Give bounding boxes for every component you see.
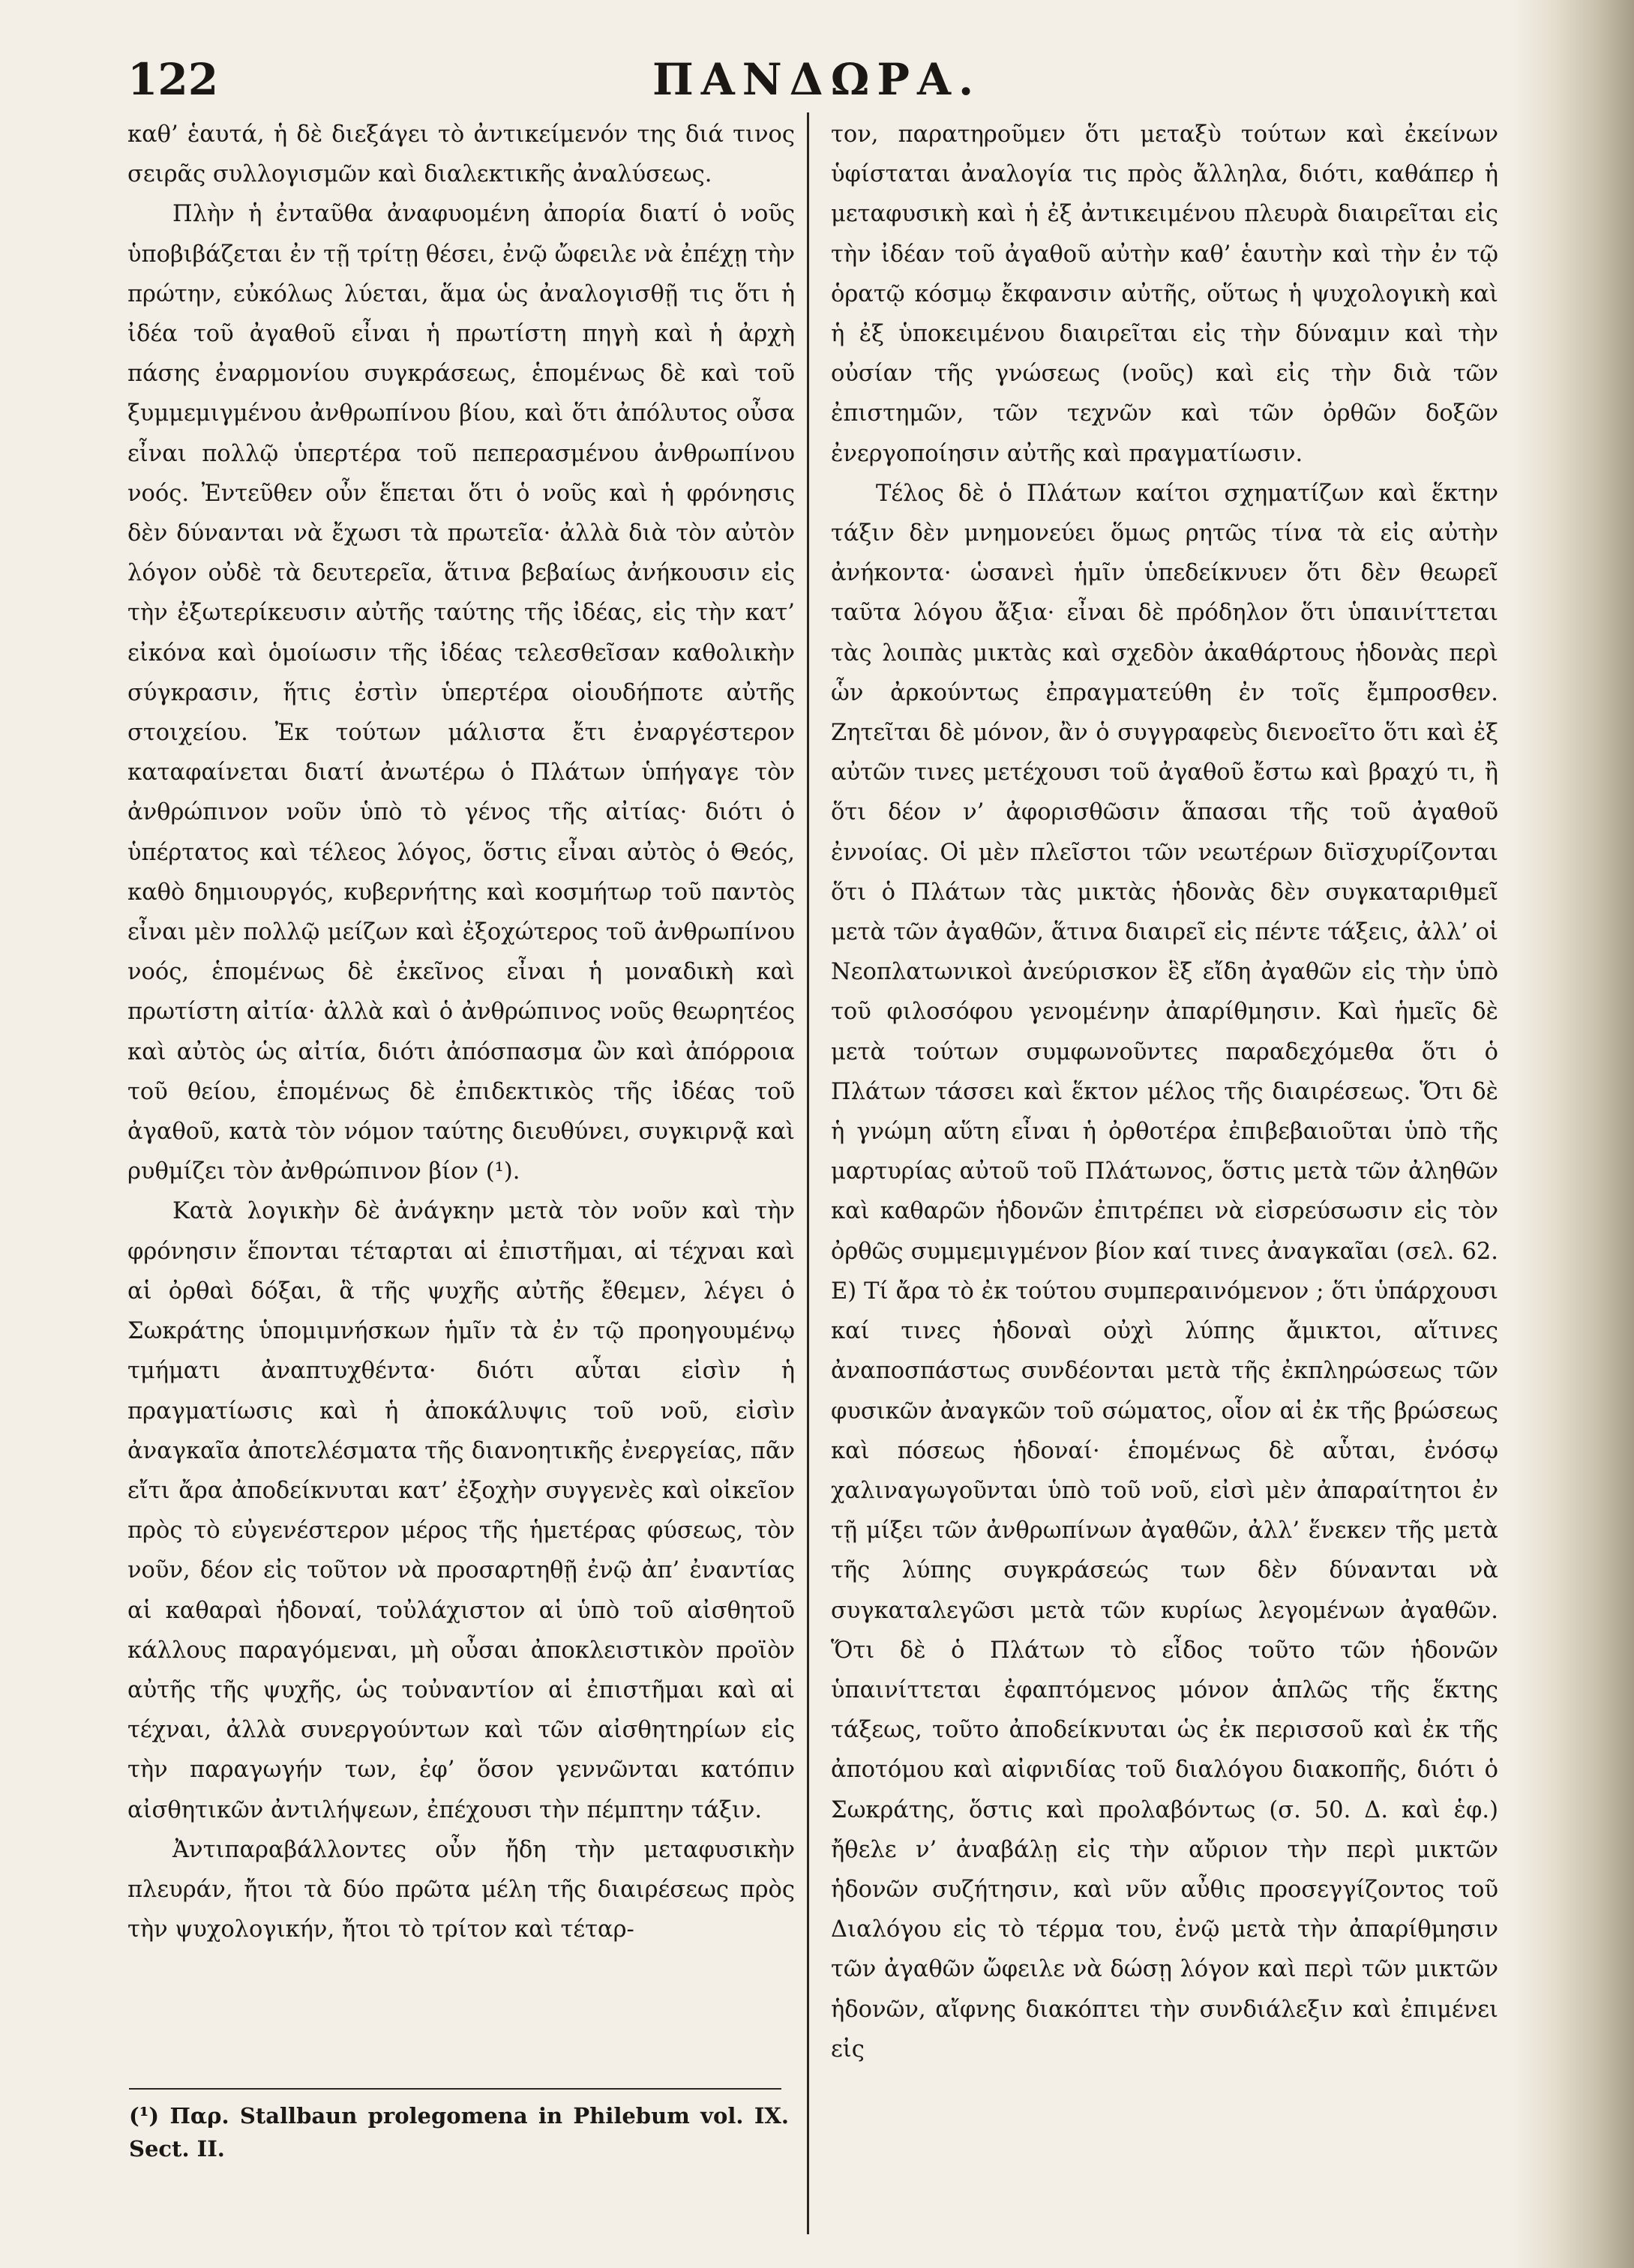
footnote: (¹) Παρ. Stallbaun prolegomena in Philebum vol. IX. Sect. II. <box>129 2103 789 2162</box>
right-column <box>831 115 1498 2069</box>
paragraph: τον, παρατηροῦμεν ὅτι μεταξὺ τούτων καὶ ἐκείνων ὑφίσταται ἀναλογία τις πρὸς ἄλληλα, διότι, καθάπερ ἡ μεταφυσικὴ καὶ ἡ ἐξ ἀντικειμένου πλευρὰ διαιρεῖται εἰς τὴν ἰδέαν τοῦ ἀγαθοῦ αὐτὴν καθ’ ἑαυτὴν καὶ τὴν ἐν τῷ ὁρατῷ κόσμῳ ἔκφανσιν αὐτῆς, οὕτως ἡ ψυχολογικὴ καὶ ἡ ἐξ ὑποκειμένου διαιρεῖται εἰς τὴν δύναμιν καὶ τὴν οὐσίαν τῆς γνώσεως (νοῦς) καὶ εἰς τὴν διὰ τῶν ἐπιστημῶν, τῶν τεχνῶν καὶ τῶν ὀρθῶν δοξῶν ἐνεργοποίησιν αὐτῆς καὶ πραγματίωσιν. <box>831 121 1498 467</box>
page-number: 122 <box>127 54 219 105</box>
footnote-divider <box>129 2088 781 2090</box>
paragraph: καθ’ ἑαυτά, ἡ δὲ διεξάγει τὸ ἀντικείμενόν της διά τινος σειρᾶς συλλογισμῶν καὶ διαλεκτικῆς ἀναλύσεως. <box>127 121 795 188</box>
paragraph: Ἀντιπαραβάλλοντες οὖν ἤδη τὴν μεταφυσικὴν πλευράν, ἤτοι τὰ δύο πρῶτα μέλη τῆς διαιρέσεως πρὸς τὴν ψυχολογικήν, ἤτοι τὸ τρίτον καὶ τέταρ- <box>127 1836 795 1943</box>
column-divider <box>807 112 809 2234</box>
paragraph: Τέλος δὲ ὁ Πλάτων καίτοι σχηματίζων καὶ ἕκτην τάξιν δὲν μνημονεύει ὅμως ρητῶς τίνα τὰ εἰς αὐτὴν ἀνήκοντα· ὡσανεὶ ἡμῖν ὑπεδείκνυεν ὅτι δὲν θεωρεῖ ταῦτα λόγου ἄξια· εἶναι δὲ πρόδηλον ὅτι ὑπαινίττεται τὰς λοιπὰς μικτὰς καὶ σχεδὸν ἀκαθάρτους ἡδονὰς περὶ ὧν ἀρκούντως ἐπραγματεύθη ἐν τοῖς ἔμπροσθεν. Ζητεῖται δὲ μόνον, ἂν ὁ συγγραφεὺς διενοεῖτο ὅτι καὶ ἐξ αὐτῶν τινες μετέχουσι τοῦ ἀγαθοῦ ἔστω καὶ βραχύ τι, ἢ ὅτι δέον ν’ ἀφορισθῶσιν ἅπασαι τῆς τοῦ ἀγαθοῦ ἐννοίας. Οἱ μὲν πλεῖστοι τῶν νεωτέρων διϊσχυρίζονται ὅτι ὁ Πλάτων τὰς μικτὰς ἡδονὰς δὲν συγκαταριθμεῖ μετὰ τῶν ἀγαθῶν, ἅτινα διαιρεῖ εἰς πέντε τάξεις, ἀλλ’ οἱ Νεοπλατωνικοὶ ἀνεύρισκον ἓξ εἴδη ἀγαθῶν εἰς τὴν ὑπὸ τοῦ φιλοσόφου γενομένην ἀπαρίθμησιν. Καὶ ἡμεῖς δὲ μετὰ τούτων συμφωνοῦντες παραδεχόμεθα ὅτι ὁ Πλάτων τάσσει καὶ ἕκτον μέλος τῆς διαιρέσεως. Ὅτι δὲ ἡ γνώμη αὕτη εἶναι ἡ ὀρθοτέρα ἐπιβεβαιοῦται ὑπὸ τῆς μαρτυρίας αὐτοῦ τοῦ Πλάτωνος, ὅστις μετὰ τῶν ἀληθῶν καὶ καθαρῶν ἡδονῶν ἐπιτρέπει νὰ εἰσρεύσωσιν εἰς τὸν ὀρθῶς συμμεμιγμένον βίον καί τινες ἀναγκαῖαι (σελ. 62. Ε) Τί ἄρα τὸ ἐκ τούτου συμπεραινόμενον ; ὅτι ὑπάρχουσι καί τινες ἡδοναὶ οὐχὶ λύπης ἄμικτοι, αἵτινες ἀναποσπάστως συνδέονται μετὰ τῆς ἐκπληρώσεως τῶν φυσικῶν ἀναγκῶν τοῦ σώματος, οἷον αἱ ἐκ τῆς βρώσεως καὶ πόσεως ἡδοναί· ἑπομένως δὲ αὗται, ἐνόσῳ χαλιναγωγοῦνται ὑπὸ τοῦ νοῦ, εἰσὶ μὲν ἀπαραίτητοι ἐν τῇ μίξει τῶν ἀνθρωπίνων ἀγαθῶν, ἀλλ’ ἕνεκεν τῆς μετὰ τῆς λύπης συγκράσεώς των δὲν δύνανται νὰ συγκαταλεγῶσι μετὰ τῶν κυρίως λεγομένων ἀγαθῶν. Ὅτι δὲ ὁ Πλάτων τὸ εἶδος τοῦτο τῶν ἡδονῶν ὑπαινίττεται ἐφαπτόμενος μόνον ἁπλῶς τῆς ἕκτης τάξεως, τοῦτο ἀποδείκνυται ὡς ἐκ περισσοῦ καὶ ἐκ τῆς ἀποτόμου καὶ αἰφνιδίας τοῦ διαλόγου διακοπῆς, διότι ὁ Σωκράτης, ὅστις καὶ προλαβόντως (σ. 50. Δ. καὶ ἑφ.) ἤθελε ν’ ἀναβάλῃ εἰς τὴν αὔριον τὴν περὶ μικτῶν ἡδονῶν συζήτησιν, καὶ νῦν αὖθις προσεγγίζοντος τοῦ Διαλόγου εἰς τὸ τέρμα του, ἐνῷ μετὰ τὴν ἀπαρίθμησιν τῶν ἀγαθῶν ὤφειλε νὰ δώσῃ λόγον καὶ περὶ τῶν μικτῶν ἡδονῶν, αἴφνης διακόπτει τὴν συνδιάλεξιν καὶ ἐπιμένει εἰς <box>831 480 1498 2063</box>
paragraph: Κατὰ λογικὴν δὲ ἀνάγκην μετὰ τὸν νοῦν καὶ τὴν φρόνησιν ἕπονται τέταρται αἱ ἐπιστῆμαι, αἱ τέχναι καὶ αἱ ὀρθαὶ δόξαι, ἃ τῆς ψυχῆς αὐτῆς ἔθεμεν, λέγει ὁ Σωκράτης ὑπομιμνήσκων ἡμῖν τὰ ἐν τῷ προηγουμένῳ τμήματι ἀναπτυχθέντα· διότι αὗται εἰσὶν ἡ πραγματίωσις καὶ ἡ ἀποκάλυψις τοῦ νοῦ, εἰσὶν ἀναγκαῖα ἀποτελέσματα τῆς διανοητικῆς ἐνεργείας, πᾶν εἴτι ἄρα ἀποδείκνυται κατ’ ἐξοχὴν συγγενὲς καὶ οἰκεῖον πρὸς τὸ εὐγενέστερον μέρος τῆς ἡμετέρας φύσεως, τὸν νοῦν, δέον εἰς τοῦτον νὰ προσαρτηθῇ ἐνῷ ἀπ’ ἐναντίας αἱ καθαραὶ ἡδοναί, τοὐλάχιστον αἱ ὑπὸ τοῦ αἰσθητοῦ κάλλους παραγόμεναι, μὴ οὖσαι ἀποκλειστικὸν προϊὸν αὐτῆς τῆς ψυχῆς, ὡς τοὐναντίον αἱ ἐπιστῆμαι καὶ αἱ τέχναι, ἀλλὰ συνεργούντων καὶ τῶν αἰσθητηρίων εἰς τὴν παραγωγήν των, ἐφ’ ὅσον γεννῶνται κατόπιν αἰσθητικῶν ἀντιλήψεων, ἐπέχουσι τὴν πέμπτην τάξιν. <box>127 1198 795 1823</box>
running-header <box>127 54 1485 106</box>
paragraph: Πλὴν ἡ ἐνταῦθα ἀναφυομένη ἀπορία διατί ὁ νοῦς ὑποβιβάζεται ἐν τῇ τρίτῃ θέσει, ἐνῷ ὤφειλε νὰ ἐπέχῃ τὴν πρώτην, εὐκόλως λύεται, ἅμα ὡς ἀναλογισθῇ τις ὅτι ἡ ἰδέα τοῦ ἀγαθοῦ εἶναι ἡ πρωτίστη πηγὴ καὶ ἡ ἀρχὴ πάσης ἐναρμονίου συγκράσεως, ἑπομένως δὲ καὶ τοῦ ξυμμεμιγμένου ἀνθρωπίνου βίου, καὶ ὅτι ἀπόλυτος οὖσα εἶναι πολλῷ ὑπερτέρα τοῦ πεπερασμένου ἀνθρωπίνου νοός. Ἐντεῦθεν οὖν ἕπεται ὅτι ὁ νοῦς καὶ ἡ φρόνησις δὲν δύνανται νὰ ἔχωσι τὰ πρωτεῖα· ἀλλὰ διὰ τὸν αὐτὸν λόγον οὐδὲ τὰ δευτερεῖα, ἅτινα βεβαίως ἀνήκουσιν εἰς τὴν ἐξωτερίκευσιν αὐτῆς ταύτης τῆς ἰδέας, εἰς τὴν κατ’ εἰκόνα καὶ ὁμοίωσιν τῆς ἰδέας τελεσθεῖσαν καθολικὴν σύγκρασιν, ἥτις ἐστὶν ὑπερτέρα οἱουδήποτε αὐτῆς στοιχείου. Ἐκ τούτων μάλιστα ἔτι ἐναργέστερον καταφαίνεται διατί ἀνωτέρω ὁ Πλάτων ὑπήγαγε τὸν ἀνθρώπινον νοῦν ὑπὸ τὸ γένος τῆς αἰτίας· διότι ὁ ὑπέρτατος καὶ τέλεος λόγος, ὅστις εἶναι αὐτὸς ὁ Θεός, καθὸ δημιουργός, κυβερνήτης καὶ κοσμήτωρ τοῦ παντὸς εἶναι μὲν πολλῷ μείζων καὶ ἐξοχώτερος τοῦ ἀνθρωπίνου νοός, ἑπομένως δὲ ἐκεῖνος εἶναι ἡ μοναδικὴ καὶ πρωτίστη αἰτία· ἀλλὰ καὶ ὁ ἀνθρώπινος νοῦς θεωρητέος καὶ αὐτὸς ὡς αἰτία, διότι ἀπόσπασμα ὢν καὶ ἀπόρροια τοῦ θείου, ἑπομένως δὲ ἐπιδεκτικὸς τῆς ἰδέας τοῦ ἀγαθοῦ, κατὰ τὸν νόμον ταύτης διευθύνει, συγκιρνᾷ καὶ ρυθμίζει τὸν ἀνθρώπινον βίον (¹). <box>127 201 795 1185</box>
page-edge-shadow <box>1514 0 1634 2268</box>
running-title: ΠΑΝΔΩΡΑ. <box>652 54 982 105</box>
left-column <box>127 115 795 1949</box>
